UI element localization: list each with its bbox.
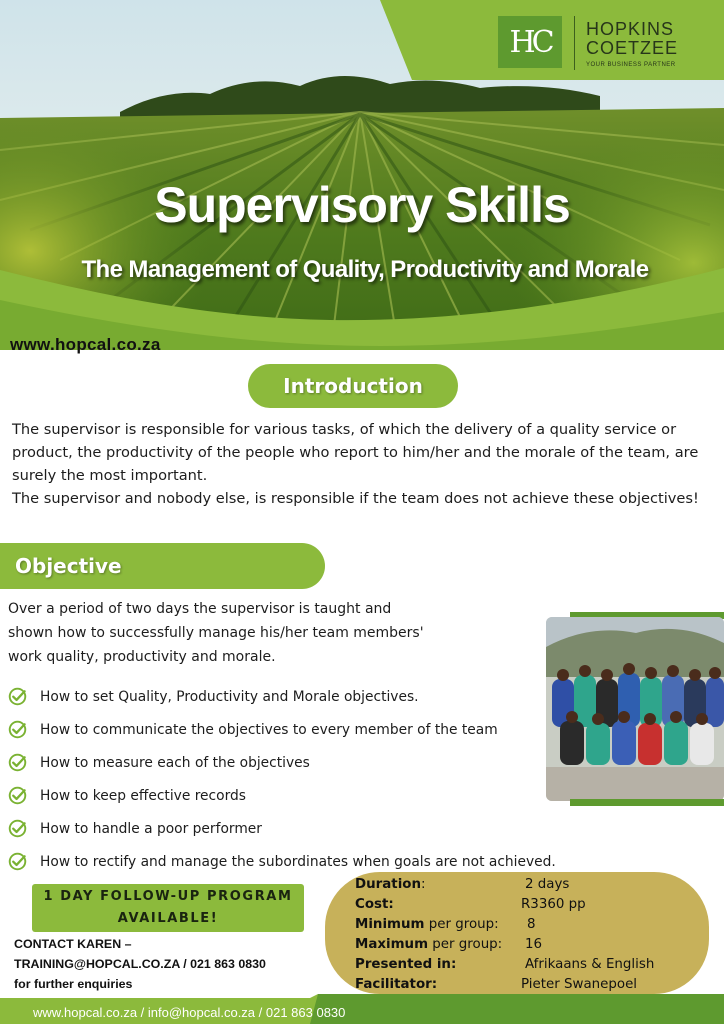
company-name	[586, 20, 678, 58]
team-photo	[546, 617, 724, 801]
team-photo-frame	[543, 612, 724, 806]
minimum-label: Minimum	[355, 917, 425, 932]
checklist-item-text: How to handle a poor performer	[40, 820, 262, 837]
info-row-minimum	[355, 917, 705, 937]
course-info-panel	[325, 872, 709, 994]
duration-separator: :	[421, 877, 426, 892]
objective-intro-line-3: work quality, productivity and morale.	[8, 649, 276, 665]
check-circle-icon	[8, 687, 27, 706]
page-title: Supervisory Skills	[154, 177, 570, 233]
check-circle-icon	[8, 852, 27, 871]
contact-line-1: CONTACT KAREN –	[14, 937, 132, 951]
facilitator-value: Pieter Swanepoel	[521, 977, 638, 992]
photo-accent-bar-bottom	[570, 799, 724, 806]
introduction-paragraph-1: The supervisor is responsible for various tasks, of which the delivery of a quality service or product, the productivity of the people who report to him/her and the morale of the team, are surely the most important.	[12, 421, 699, 484]
logo-divider	[574, 16, 575, 70]
objective-checklist	[8, 680, 628, 878]
checklist-item-text: How to communicate the objectives to every member of the team	[40, 721, 498, 738]
page-subtitle: The Management of Quality, Productivity and Morale	[81, 256, 649, 283]
cost-value: R3360 pp	[521, 897, 586, 912]
info-row-duration	[355, 877, 705, 897]
duration-label: Duration	[355, 877, 422, 892]
contact-line-2[interactable]: TRAINING@HOPCAL.CO.ZA / 021 863 0830	[14, 957, 266, 971]
team-photo-image	[546, 617, 724, 801]
objective-heading: Objective	[0, 543, 325, 589]
info-row-maximum	[355, 937, 705, 957]
checklist-item-text: How to set Quality, Productivity and Morale objectives.	[40, 688, 419, 705]
company-logo: HC	[498, 16, 562, 68]
company-name-line1: HOPKINS	[586, 19, 675, 39]
checklist-item-text: How to rectify and manage the subordinates when goals are not achieved.	[40, 853, 556, 870]
objective-intro-line-1: Over a period of two days the supervisor is taught and	[8, 601, 392, 617]
company-tagline: YOUR BUSINESS PARTNER	[586, 62, 676, 68]
info-row-presented	[355, 957, 705, 977]
maximum-value: 16	[525, 937, 543, 952]
presented-label: Presented in:	[355, 957, 457, 972]
checklist-item	[8, 746, 628, 779]
followup-badge	[32, 884, 304, 932]
check-circle-icon	[8, 786, 27, 805]
minimum-value: 8	[527, 917, 536, 932]
checklist-item	[8, 713, 628, 746]
check-circle-icon	[8, 819, 27, 838]
footer-contact-text: www.hopcal.co.za / info@hopcal.co.za / 021 863 0830	[33, 1005, 346, 1020]
facilitator-label: Facilitator:	[355, 977, 438, 992]
website-link[interactable]: www.hopcal.co.za	[10, 335, 161, 354]
company-name-line2: COETZEE	[586, 38, 679, 58]
cost-label: Cost:	[355, 897, 394, 912]
info-row-cost	[355, 897, 705, 917]
presented-value: Afrikaans & English	[525, 957, 655, 972]
followup-line-1: 1 DAY FOLLOW-UP PROGRAM	[43, 889, 293, 904]
maximum-label: Maximum	[355, 937, 429, 952]
duration-value: 2 days	[525, 877, 570, 892]
introduction-text	[12, 418, 712, 510]
objective-intro	[8, 597, 538, 669]
hero-banner	[0, 0, 724, 358]
checklist-item	[8, 779, 628, 812]
introduction-paragraph-2: The supervisor and nobody else, is responsible if the team does not achieve these objectives!	[12, 490, 699, 507]
contact-info	[14, 934, 314, 994]
minimum-suffix: per group:	[424, 917, 499, 932]
check-circle-icon	[8, 720, 27, 739]
checklist-item	[8, 680, 628, 713]
followup-line-2: AVAILABLE!	[117, 911, 219, 926]
check-circle-icon	[8, 753, 27, 772]
checklist-item	[8, 812, 628, 845]
introduction-heading: Introduction	[248, 364, 458, 408]
objective-intro-line-2: shown how to successfully manage his/her team members'	[8, 625, 424, 641]
contact-line-3: for further enquiries	[14, 977, 133, 991]
checklist-item-text: How to measure each of the objectives	[40, 754, 310, 771]
checklist-item-text: How to keep effective records	[40, 787, 246, 804]
maximum-suffix: per group:	[428, 937, 503, 952]
